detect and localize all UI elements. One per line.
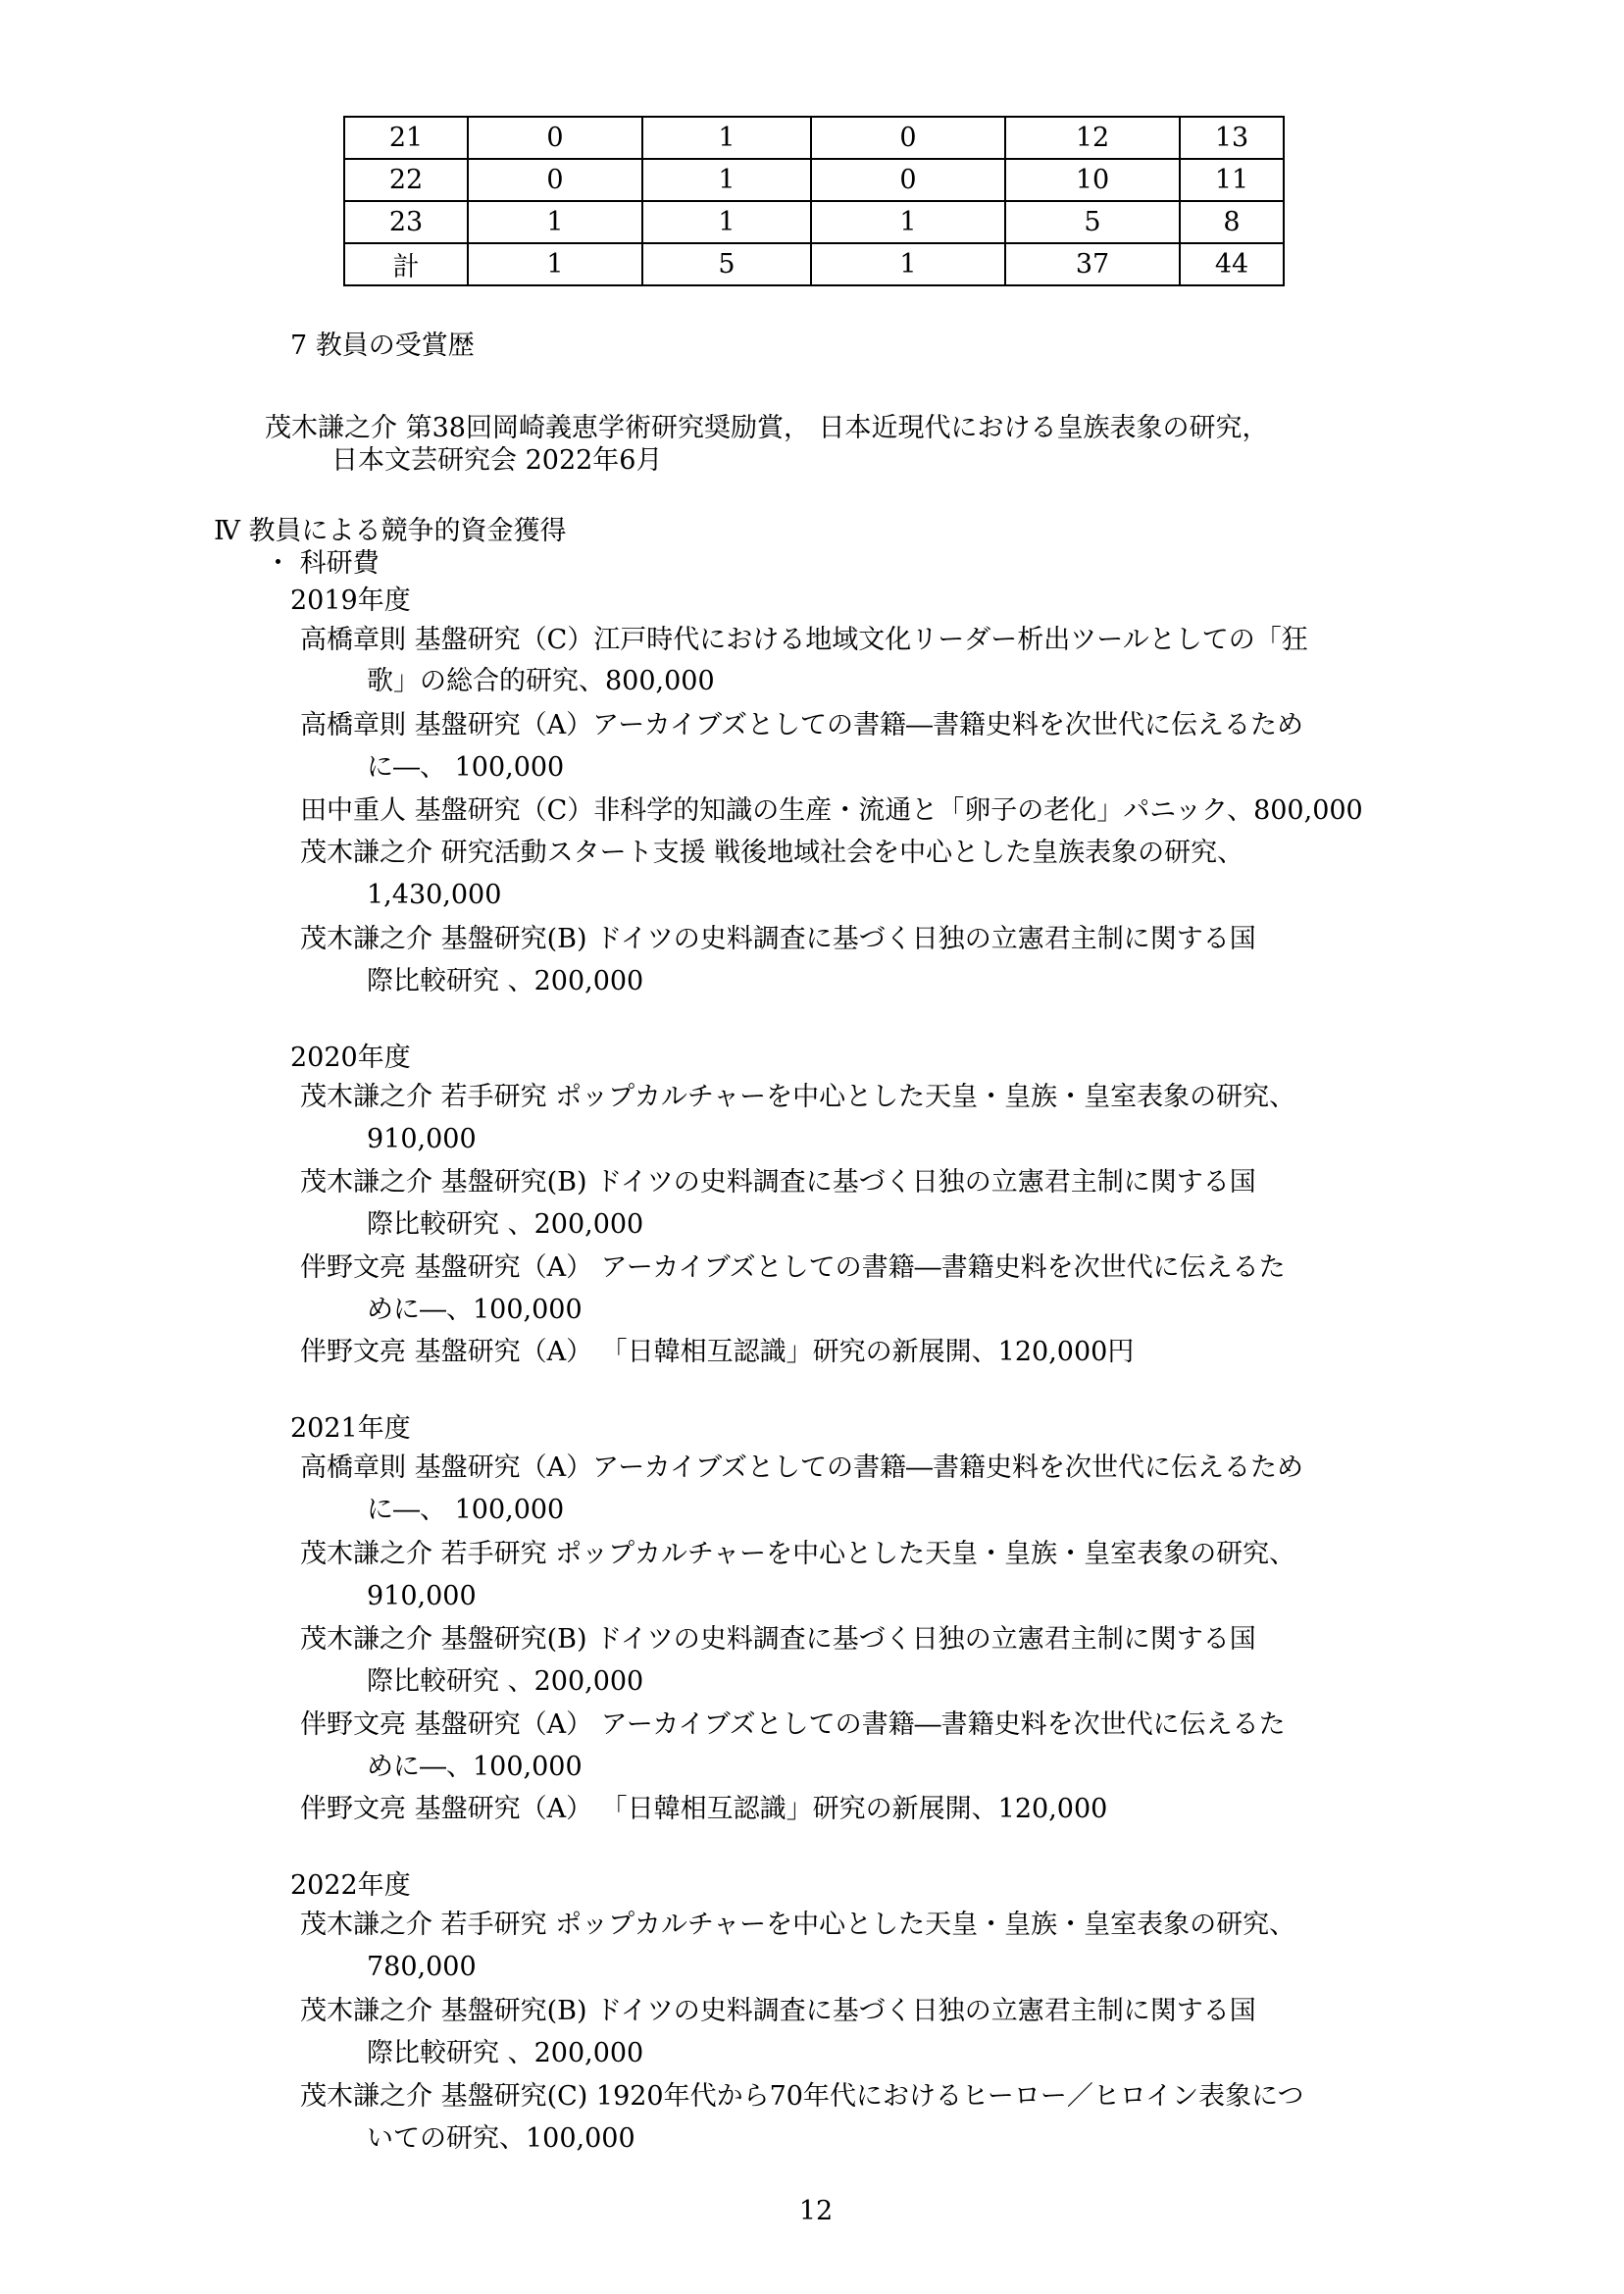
table-cell: 1 xyxy=(811,201,1005,243)
grant-entry-line: 際比較研究 、200,000 xyxy=(367,2038,644,2068)
year-label: 2019年度 xyxy=(290,586,411,616)
grant-entry-line: 茂木謙之介 基盤研究(B) ドイツの史料調査に基づく日独の立憲君主制に関する国 xyxy=(300,1624,1256,1655)
grant-entry-line: 際比較研究 、200,000 xyxy=(367,1666,644,1697)
table-row-total xyxy=(344,243,1284,285)
grant-entry-line: めに―、100,000 xyxy=(367,1752,583,1782)
table-cell: 5 xyxy=(1005,201,1180,243)
table-cell: 0 xyxy=(811,117,1005,159)
table-cell: 1 xyxy=(642,159,811,201)
table-cell: 11 xyxy=(1180,159,1284,201)
stats-table xyxy=(343,116,1285,286)
table-cell: 13 xyxy=(1180,117,1284,159)
funding-subheading: ・ 科研費 xyxy=(265,548,380,579)
grant-entry-line: 高橋章則 基盤研究（A）アーカイブズとしての書籍―書籍史料を次世代に伝えるため xyxy=(300,1453,1304,1483)
grant-entry-line: に―、 100,000 xyxy=(367,752,565,783)
grant-entry-line: 高橋章則 基盤研究（A）アーカイブズとしての書籍―書籍史料を次世代に伝えるため xyxy=(300,710,1304,740)
grant-entry-line: 910,000 xyxy=(367,1581,477,1611)
grant-entry-line: 伴野文亮 基盤研究（A） アーカイブズとしての書籍―書籍史料を次世代に伝えるた xyxy=(300,1709,1286,1740)
table-cell: 44 xyxy=(1180,243,1284,285)
grant-entry-line: 茂木謙之介 基盤研究(C) 1920年代から70年代におけるヒーロー／ヒロイン表象につ xyxy=(300,2081,1304,2112)
grant-entry-line: 茂木謙之介 基盤研究(B) ドイツの史料調査に基づく日独の立憲君主制に関する国 xyxy=(300,924,1256,954)
grant-entry-line: 780,000 xyxy=(367,1952,477,1982)
table-row xyxy=(344,159,1284,201)
table-cell: 1 xyxy=(468,243,642,285)
table-cell: 5 xyxy=(642,243,811,285)
grant-entry-line: 歌」の総合的研究、800,000 xyxy=(367,666,715,696)
grant-entry-line: いての研究、100,000 xyxy=(367,2123,635,2154)
table-cell: 12 xyxy=(1005,117,1180,159)
year-label: 2020年度 xyxy=(290,1043,411,1073)
grant-entry-line: 茂木謙之介 基盤研究(B) ドイツの史料調査に基づく日独の立憲君主制に関する国 xyxy=(300,1167,1256,1198)
table-cell: 21 xyxy=(344,117,468,159)
year-label: 2021年度 xyxy=(290,1413,411,1444)
year-label: 2022年度 xyxy=(290,1870,411,1901)
grant-entry-line: 1,430,000 xyxy=(367,880,502,910)
grant-entry-line: に―、 100,000 xyxy=(367,1495,565,1525)
grant-entry-line: 際比較研究 、200,000 xyxy=(367,1209,644,1240)
table-cell: 0 xyxy=(468,117,642,159)
table-row xyxy=(344,201,1284,243)
table-row xyxy=(344,117,1284,159)
award-entry-line: 茂木謙之介 第38回岡崎義恵学術研究奨励賞， 日本近現代における皇族表象の研究， xyxy=(265,413,1269,443)
table-cell: 1 xyxy=(642,117,811,159)
grant-entry-line: 田中重人 基盤研究（C）非科学的知識の生産・流通と「卵子の老化」パニック、800,000 xyxy=(300,795,1363,826)
award-entry-line: 日本文芸研究会 2022年6月 xyxy=(331,445,663,476)
table-cell: 0 xyxy=(468,159,642,201)
grant-entry-line: 茂木謙之介 若手研究 ポップカルチャーを中心とした天皇・皇族・皇室表象の研究、 xyxy=(300,1910,1296,1940)
grant-entry-line: 茂木謙之介 研究活動スタート支援 戦後地域社会を中心とした皇族表象の研究、 xyxy=(300,838,1244,868)
table-cell: 1 xyxy=(468,201,642,243)
grant-entry-line: 茂木謙之介 若手研究 ポップカルチャーを中心とした天皇・皇族・皇室表象の研究、 xyxy=(300,1082,1296,1112)
grant-entry-line: 際比較研究 、200,000 xyxy=(367,966,644,996)
grant-entry-line: 伴野文亮 基盤研究（A） アーカイブズとしての書籍―書籍史料を次世代に伝えるた xyxy=(300,1252,1286,1283)
award-section-heading: 7 教員の受賞歴 xyxy=(290,331,475,361)
table-cell: 37 xyxy=(1005,243,1180,285)
table-cell: 計 xyxy=(344,243,468,285)
table-cell: 8 xyxy=(1180,201,1284,243)
table-cell: 1 xyxy=(811,243,1005,285)
grant-entry-line: 伴野文亮 基盤研究（A） 「日韓相互認識」研究の新展開、120,000円 xyxy=(300,1337,1135,1367)
grant-entry-line: めに―、100,000 xyxy=(367,1295,583,1325)
table-cell: 23 xyxy=(344,201,468,243)
grant-entry-line: 茂木謙之介 若手研究 ポップカルチャーを中心とした天皇・皇族・皇室表象の研究、 xyxy=(300,1539,1296,1569)
grant-entry-line: 伴野文亮 基盤研究（A） 「日韓相互認識」研究の新展開、120,000 xyxy=(300,1794,1108,1824)
page-number: 12 xyxy=(798,2196,834,2226)
grant-entry-line: 高橋章則 基盤研究（C）江戸時代における地域文化リーダー析出ツールとしての「狂 xyxy=(300,625,1308,655)
grant-entry-line: 910,000 xyxy=(367,1124,477,1154)
grant-entry-line: 茂木謙之介 基盤研究(B) ドイツの史料調査に基づく日独の立憲君主制に関する国 xyxy=(300,1996,1256,2026)
table-cell: 1 xyxy=(642,201,811,243)
table-cell: 10 xyxy=(1005,159,1180,201)
funding-section-heading: Ⅳ 教員による競争的資金獲得 xyxy=(214,516,567,546)
table-cell: 0 xyxy=(811,159,1005,201)
table-cell: 22 xyxy=(344,159,468,201)
